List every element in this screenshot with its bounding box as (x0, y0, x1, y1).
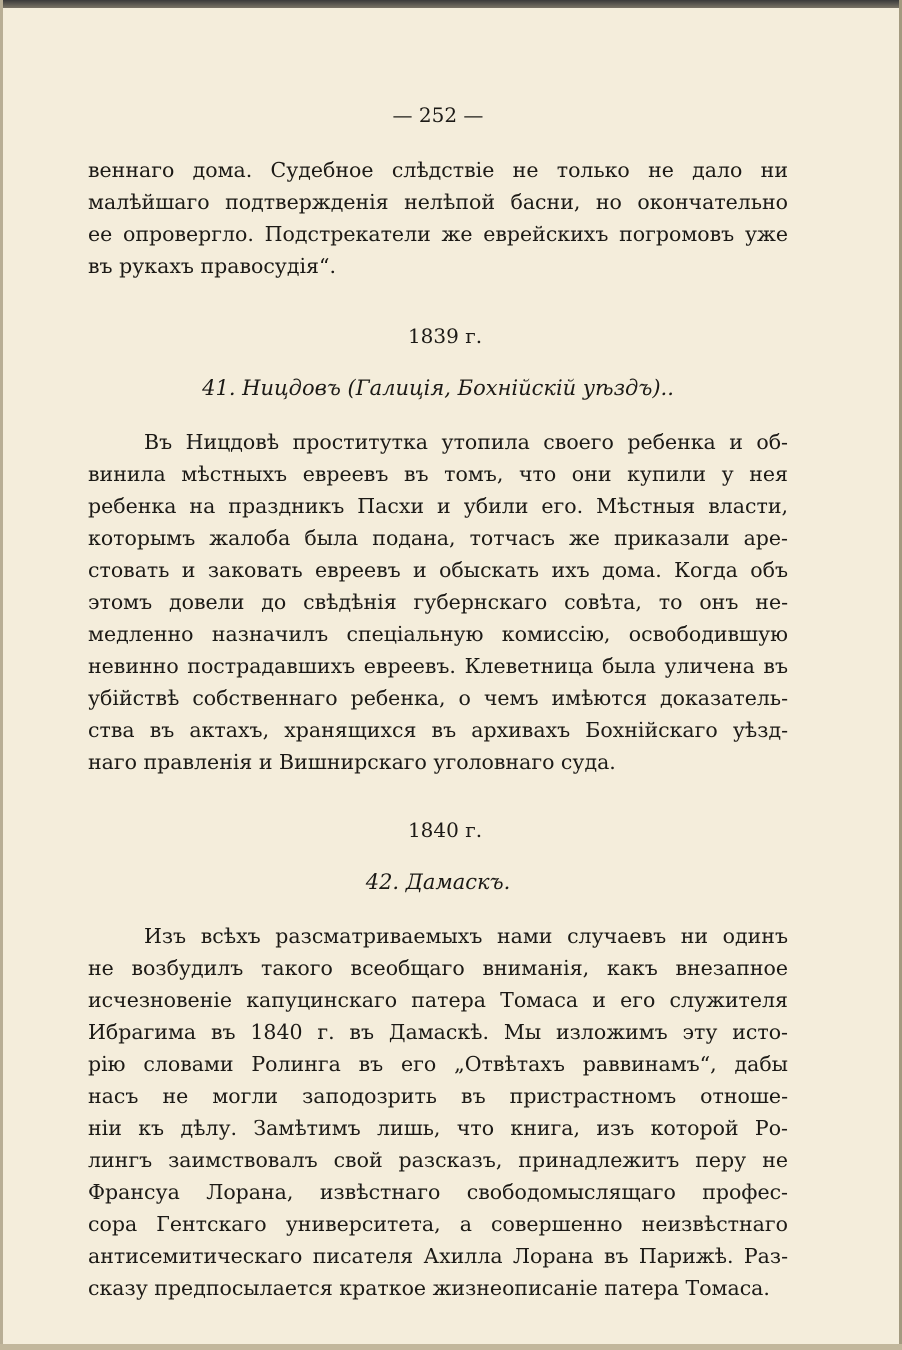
text-line: наго правленія и Вишнирскаго уголовнаго суда. (88, 750, 616, 774)
text-line: рію словами Ролинга въ его „Отвѣтахъ раввинамъ“, дабы (88, 1052, 788, 1076)
text-line: насъ не могли заподозрить въ пристрастномъ отноше- (88, 1084, 788, 1108)
text-line: Ибрагима въ 1840 г. въ Дамаскѣ. Мы изложимъ эту исто- (88, 1020, 788, 1044)
text-line: которымъ жалоба была подана, тотчасъ же приказали аре- (88, 526, 788, 550)
text-line: этомъ довели до свѣдѣнія губернскаго совѣта, то онъ не- (88, 590, 788, 614)
case-title: 42. Дамаскъ. (365, 870, 511, 894)
section-year: 1839 г. (407, 324, 483, 348)
page-number: — 252 — (392, 103, 484, 127)
section-1839 (88, 320, 788, 778)
text-line: лингъ заимствовалъ свой разсказъ, принадлежитъ перу не (88, 1148, 788, 1172)
case-paragraph (88, 426, 788, 778)
text-line: веннаго дома. Судебное слѣдствіе не только не дало ни (88, 158, 788, 182)
case-title: 41. Ницдовъ (Галиція, Бохнійскій уѣздъ).. (202, 376, 674, 400)
book-page (88, 98, 788, 1304)
text-line: Изъ всѣхъ разсматриваемыхъ нами случаевъ ни одинъ (144, 924, 788, 948)
text-line: сора Гентскаго университета, а совершенно неизвѣстнаго (88, 1212, 788, 1236)
case-paragraph (88, 920, 788, 1304)
text-line: ребенка на праздникъ Пасхи и убили его. Мѣстныя власти, (88, 494, 788, 518)
paragraph-continuation (88, 154, 788, 282)
section-year: 1840 г. (407, 818, 483, 842)
text-line: невинно пострадавшихъ евреевъ. Клеветница была уличена въ (88, 654, 788, 678)
text-line: исчезновеніе капуцинскаго патера Томаса и его служителя (88, 988, 788, 1012)
text-line: Франсуа Лорана, извѣстнаго свободомыслящаго профес- (88, 1180, 788, 1204)
scan-top-edge (0, 0, 902, 8)
text-line: сказу предпосылается краткое жизнеописаніе патера Томаса. (88, 1276, 770, 1300)
text-line: стовать и заковать евреевъ и обыскать ихъ дома. Когда объ (88, 558, 788, 582)
text-line: убійствѣ собственнаго ребенка, о чемъ имѣются доказатель- (88, 686, 788, 710)
text-line: не возбудилъ такого всеобщаго вниманія, какъ внезапное (88, 956, 788, 980)
text-line: ее опровергло. Подстрекатели же еврейскихъ погромовъ уже (88, 222, 788, 246)
text-line: антисемитическаго писателя Ахилла Лорана въ Парижѣ. Раз- (88, 1244, 788, 1268)
text-line: медленно назначилъ спеціальную комиссію, освободившую (88, 622, 788, 646)
text-line: Въ Ницдовѣ проститутка утопила своего ребенка и об- (144, 430, 788, 454)
text-line: въ рукахъ правосудія“. (88, 254, 336, 278)
section-1840 (88, 814, 788, 1304)
text-line: ніи къ дѣлу. Замѣтимъ лишь, что книга, изъ которой Ро- (88, 1116, 788, 1140)
scan-bottom-edge (0, 1344, 902, 1350)
text-line: малѣйшаго подтвержденія нелѣпой басни, но окончательно (88, 190, 788, 214)
scan-left-edge (0, 0, 3, 1350)
text-line: ства въ актахъ, хранящихся въ архивахъ Бохнійскаго уѣзд- (88, 718, 788, 742)
text-line: винила мѣстныхъ евреевъ въ томъ, что они купили у нея (88, 462, 788, 486)
